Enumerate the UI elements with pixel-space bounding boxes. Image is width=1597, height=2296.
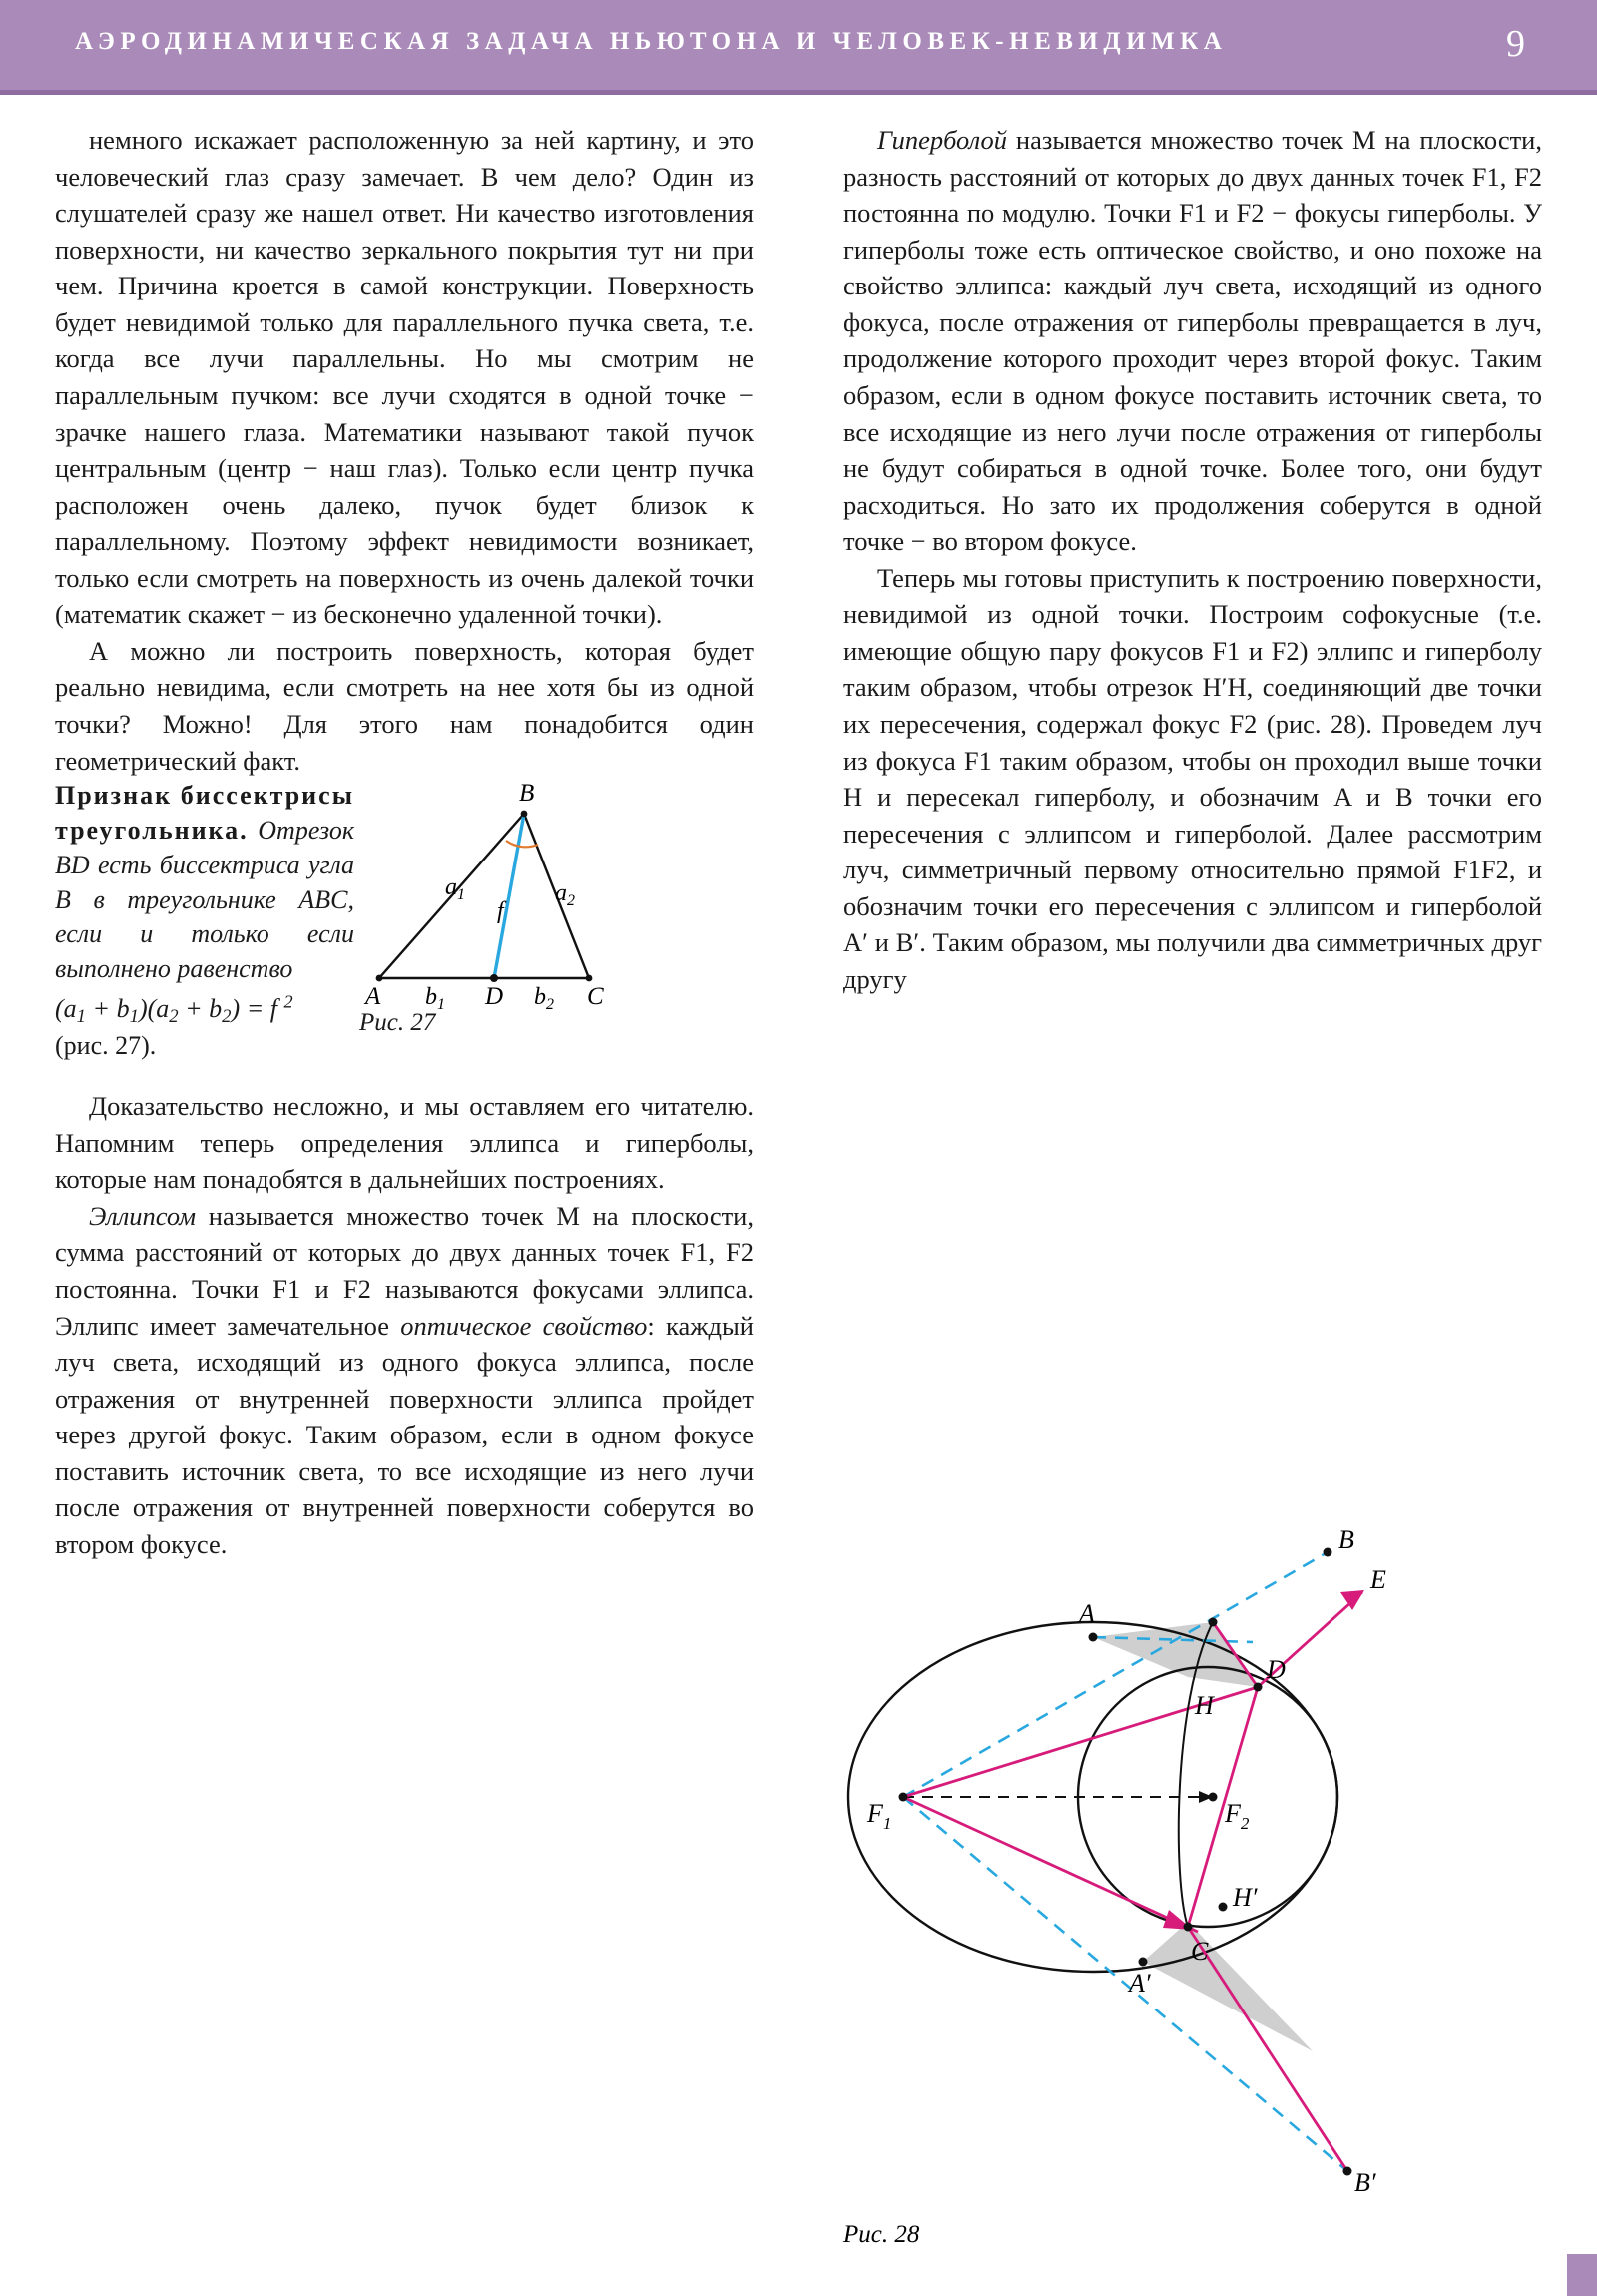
svg-text:F2: $F_2$: [1225, 1799, 1250, 1833]
paragraph-3: Доказательство несложно, и мы оставляем его читателю. Напомним теперь определения эллипса и гиперболы, которые нам понадобятся в дальнейших построениях.: [55, 1091, 754, 1195]
paragraph-4: [55, 1198, 754, 1563]
bisector-run-in: Признак биссектрисы треугольника.: [55, 781, 354, 845]
svg-text:H: H: [1195, 1691, 1214, 1720]
bisector-figref: (рис. 27).: [55, 1031, 157, 1061]
left-column: [55, 122, 754, 1562]
figure-27-text: [55, 779, 354, 1064]
svg-text:a2: $a_2$: [555, 880, 575, 910]
optical-property-term: оптическое свойство: [400, 1310, 648, 1341]
svg-text:A: A: [365, 983, 381, 1011]
page-number: 9: [1506, 23, 1525, 65]
header-divider: [0, 90, 1597, 95]
hyperbola-term: Гиперболой: [877, 125, 1008, 155]
svg-text:D: D: [485, 983, 504, 1011]
figure-27-drawing: [359, 779, 659, 1038]
svg-text:F1: $F_1$: [867, 1799, 892, 1833]
svg-text:A′: A′: [1129, 1969, 1151, 1998]
right-column: [843, 122, 1542, 998]
svg-text:E: E: [1370, 1565, 1386, 1594]
svg-text:B′: B′: [1354, 2168, 1376, 2197]
page-title: АЭРОДИНАМИЧЕСКАЯ ЗАДАЧА НЬЮТОНА И ЧЕЛОВЕК-НЕВИДИМКА: [75, 28, 1228, 55]
ellipse-def-b: : каждый луч света, исходящий из одного фокуса эллипса, после отражения от внутренней поверхности эллипса пройдет через другой фокус. Таким образом, если в одном фокусе поставить источник света, то все исходящие из него лучи после отражения от внутренней поверхности соберутся во втором фокусе.: [55, 1310, 754, 1559]
figure-28-drawing: [843, 1492, 1582, 2211]
svg-text:C: C: [587, 983, 604, 1011]
svg-text:H′: H′: [1233, 1883, 1258, 1912]
figure-27-block: [55, 779, 754, 1078]
svg-text:a1: $a_1$: [445, 874, 465, 904]
svg-text:C: C: [1191, 1937, 1209, 1966]
svg-text:f: f: [497, 898, 504, 925]
bisector-formula: $(a_1 + b_1)(a_2 + b_2) = f$ $^2$: [55, 991, 293, 1027]
paragraph-2: А можно ли построить поверхность, которая будет реально невидима, если смотреть на нее хотя бы из одной точки? Можно! Для этого нам понадобится один геометрический факт.: [55, 635, 754, 776]
ellipse-term: Эллипсом: [89, 1200, 197, 1231]
svg-text:D: D: [1267, 1655, 1286, 1684]
svg-text:b1: $b_1$: [425, 984, 445, 1014]
svg-text:B: B: [1338, 1525, 1354, 1554]
figure-28: [843, 1492, 1582, 2248]
hyperbola-def: называется множество точек M на плоскости, разность расстояний от которых до двух данных точек F1, F2 постоянна по модулю. Точки F1 и F2 − фокусы гиперболы. У гиперболы тоже есть оптическое свойство, и оно похоже на свойство эллипса: каждый луч света, исходящий из одного фокуса, после отражения от гиперболы превращается в луч, продолжение которого проходит через второй фокус. Таким образом, если в одном фокусе поставить источник света, то все исходящие из него лучи после отражения от гиперболы не будут собираться в одной точке. Более того, они будут расходиться. Но зато их продолжения соберутся в одной точке − во втором фокусе.: [843, 125, 1542, 557]
page-corner-marker: [1567, 2254, 1597, 2296]
bisector-statement: Отрезок BD есть биссектриса угла B в треугольнике ABC, если и только если выполнено равенство: [55, 815, 354, 984]
page-header: [0, 0, 1597, 90]
svg-text:A: A: [1079, 1599, 1095, 1628]
paragraph-1: немного искажает расположенную за ней картину, и это человеческий глаз сразу замечает. В чем дело? Один из слушателей сразу же нашел ответ. Ни качество изготовления поверхности, ни качество зеркального покрытия тут ни при чем. Причина кроется в самой конструкции. Поверхность будет невидимой только для параллельного пучка света, т.е. когда все лучи параллельны. Но мы смотрим не параллельным пучком: все лучи сходятся в одной точке − зрачке нашего глаза. Математики называют такой пучок центральным (центр − наш глаз). Только если центр пучка расположен очень далеко, пучок будет близок к параллельному. Поэтому эффект невидимости возникает, только если смотреть на поверхность из очень далекой точки (математик скажет − из бесконечно удаленной точки).: [55, 125, 754, 630]
paragraph-5: [843, 122, 1542, 560]
svg-text:B: B: [519, 780, 535, 808]
figure-27-caption: Рис. 27: [359, 1009, 436, 1037]
paragraph-6: Теперь мы готовы приступить к построению поверхности, невидимой из одной точки. Построим софокусные (т.е. имеющие общую пару фокусов F1 и F2) эллипс и гиперболу таким образом, чтобы отрезок H′H, соединяющий две точки их пересечения, содержал фокус F2 (рис. 28). Проведем луч из фокуса F1 таким образом, чтобы он проходил выше точки H и пересекал гиперболу, и обозначим A и B точки его пересечения с эллипсом и гиперболой. Далее рассмотрим луч, симметричный первому относительно прямой F1F2, и обозначим точки его пересечения с эллипсом и гиперболой A′ и B′. Таким образом, мы получили два симметричных друг другу: [843, 562, 1542, 994]
figure-28-caption: Рис. 28: [843, 2221, 920, 2248]
ellipse-def-a: называется множество точек M на плоскости, сумма расстояний от которых до двух данных точек F1, F2 постоянна. Точки F1 и F2 называются фокусами эллипса. Эллипс имеет замечательное: [55, 1200, 754, 1341]
svg-text:b2: $b_2$: [534, 984, 554, 1014]
